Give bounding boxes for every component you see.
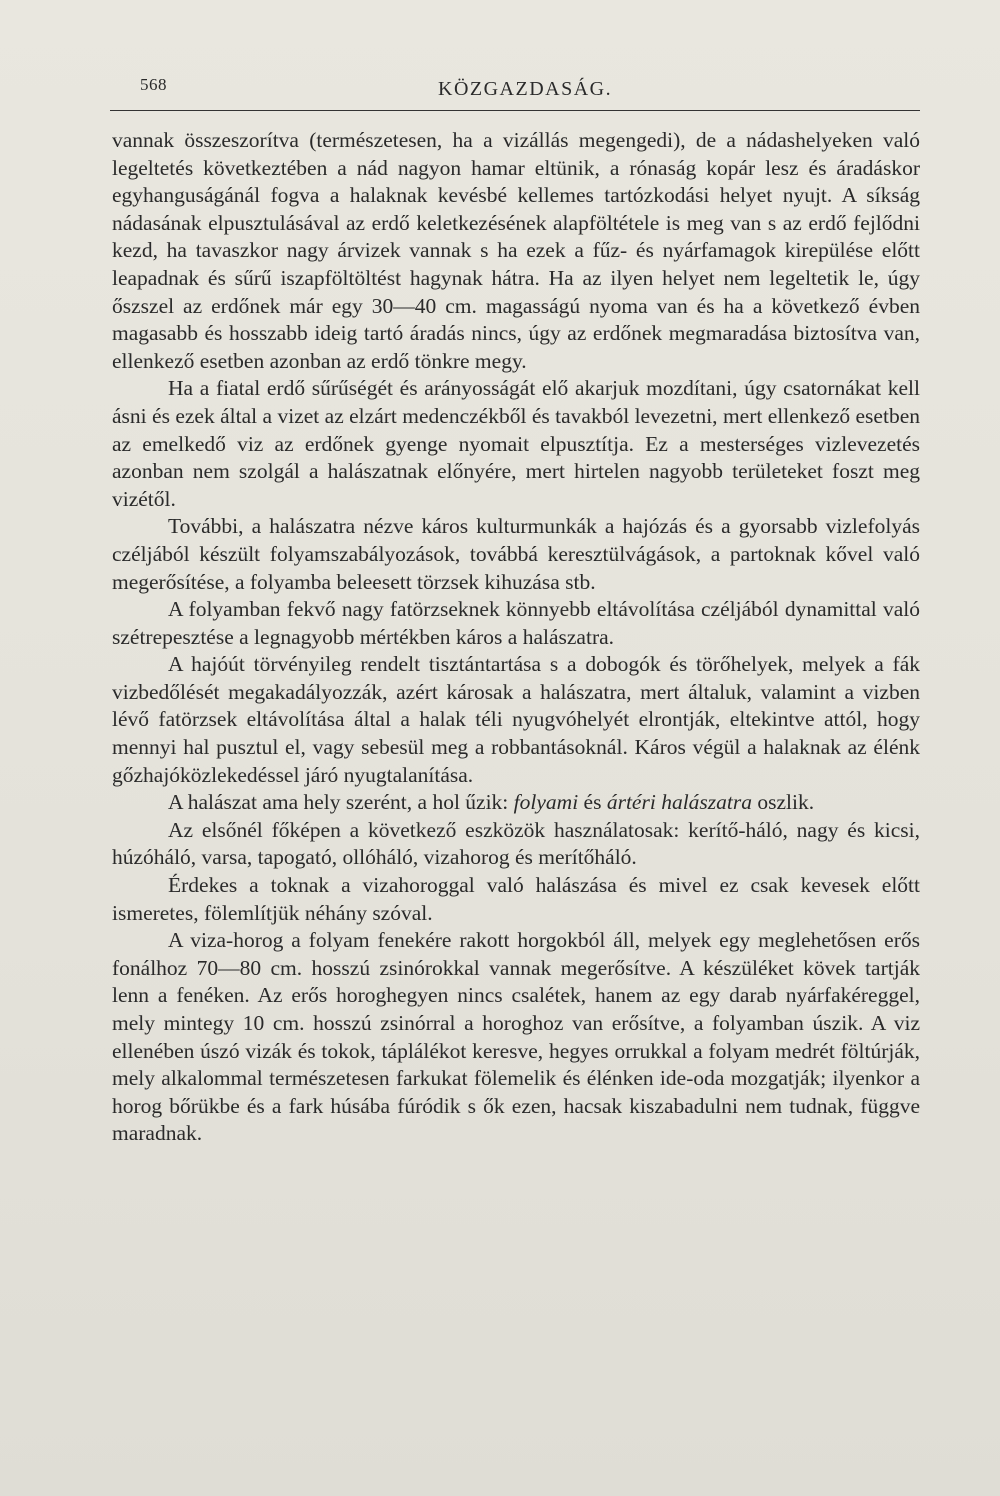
paragraph-8: Érdekes a toknak a vizahoroggal való halászása és mivel ez csak kevesek előtt ismeretes, fölemlítjük néhány szóval. xyxy=(112,873,920,925)
paragraph-9: A viza-horog a folyam fenekére rakott horgokból áll, melyek egy meglehetősen erős fonálhoz 70—80 cm. hosszú zsinórokkal vannak megerősítve. A készüléket kövek tartják lenn a fenéken. Az erős horoghegyen nincs csalétek, hanem az egy darab nyárfakéreggel, mely mintegy 10 cm. hosszú zsinórral a horoghoz van erősítve, a folyamban úszik. A viz ellenében úszó vizák és tokok, táplálékot keresve, hegyes orrukkal a folyam medrét föltúrják, mely alkalommal természetesen farkukat fölemelik és élénken ide-oda mozgatják; ilyenkor a horog bőrükbe és a fark húsába fúródik s ők ezen, hacsak kiszabadulni nem tudnak, függve maradnak. xyxy=(112,928,920,1146)
page-header xyxy=(110,70,920,111)
body-text xyxy=(112,127,920,1148)
paragraph-7: Az elsőnél főképen a következő eszközök használatosak: kerítő-háló, nagy és kicsi, húzóháló, varsa, tapogató, ollóháló, vizahorog és merítőháló. xyxy=(112,817,920,870)
running-head: KÖZGAZDASÁG. xyxy=(438,78,613,100)
paragraph-6 xyxy=(112,789,920,817)
paragraph-6-mid: és xyxy=(578,790,607,815)
paragraph-4: A folyamban fekvő nagy fatörzseknek könnyebb eltávolítása czéljából dynamittal való szétrepesztése a legnagyobb mértékben káros a halászatra. xyxy=(112,597,920,649)
paragraph-6-tail: oszlik. xyxy=(752,790,815,815)
term-folyami: folyami xyxy=(513,790,579,815)
paragraph-1: vannak összeszorítva (természetesen, ha a vizállás megengedi), de a nádashelyeken való legeltetés következtében a nád nagyon hamar eltünik, a rónaság kopár lesz és áradáskor egyhanguságánál fogva a halaknak kevésbé kellemes tartózkodási helyet nyujt. A síkság nádasának elpusztulásával az erdő keletkezésének alapföltétele is meg van s az erdő fejlődni kezd, ha tavaszkor nagy árvizek vannak s ha ezek a fűz- és nyárfamagok kirepülése előtt leapadnak és sűrű iszapföltöltést hagynak hátra. Ha az ilyen helyet nem legeltetik le, úgy őszszel az erdőnek már egy 30—40 cm. magasságú nyoma van és ha a következő évben magasabb és hosszabb ideig tartó áradás nincs, úgy az erdőnek megmaradása biztosítva van, ellenkező esetben azonban az erdő tönkre megy. xyxy=(112,128,920,373)
term-arteri-halaszat: ártéri halászatra xyxy=(606,790,752,815)
paragraph-6-lead: A halászat ama hely szerént, a hol űzik: xyxy=(168,790,514,815)
paragraph-5: A hajóút törvényileg rendelt tisztántartása s a dobogók és törőhelyek, melyek a fák vizbedőlését megakadályozzák, azért károsak a halászatra, mert általuk, valamint a vizben lévő fatörzsek eltávolítása által a halak téli nyugvóhelyét elrontják, eltekintve attól, hogy mennyi hal pusztul el, vagy sebesül meg a robbantásoknál. Káros végül a halaknak az élénk gőzhajóközlekedéssel járó nyugtalanítása. xyxy=(112,652,920,787)
page-number: 568 xyxy=(140,75,167,94)
paragraph-3: További, a halászatra nézve káros kulturmunkák a hajózás és a gyorsabb vizlefolyás czéljából készült folyamszabályozások, továbbá keresztülvágások, a partoknak kővel való megerősítése, a folyamba beleesett törzsek kihuzása stb. xyxy=(112,514,920,594)
paragraph-2: Ha a fiatal erdő sűrűségét és arányosságát elő akarjuk mozdítani, úgy csatornákat kell ásni és ezek által a vizet az elzárt medenczékből és tavakból levezetni, mert ellenkező esetben az emelkedő viz az erdőnek gyenge nyomait elpusztítja. Ez a mesterséges vizlevezetés azonban nem szolgál a halászatnak előnyére, mert hirtelen nagyobb területeket foszt meg vizétől. xyxy=(112,376,920,511)
